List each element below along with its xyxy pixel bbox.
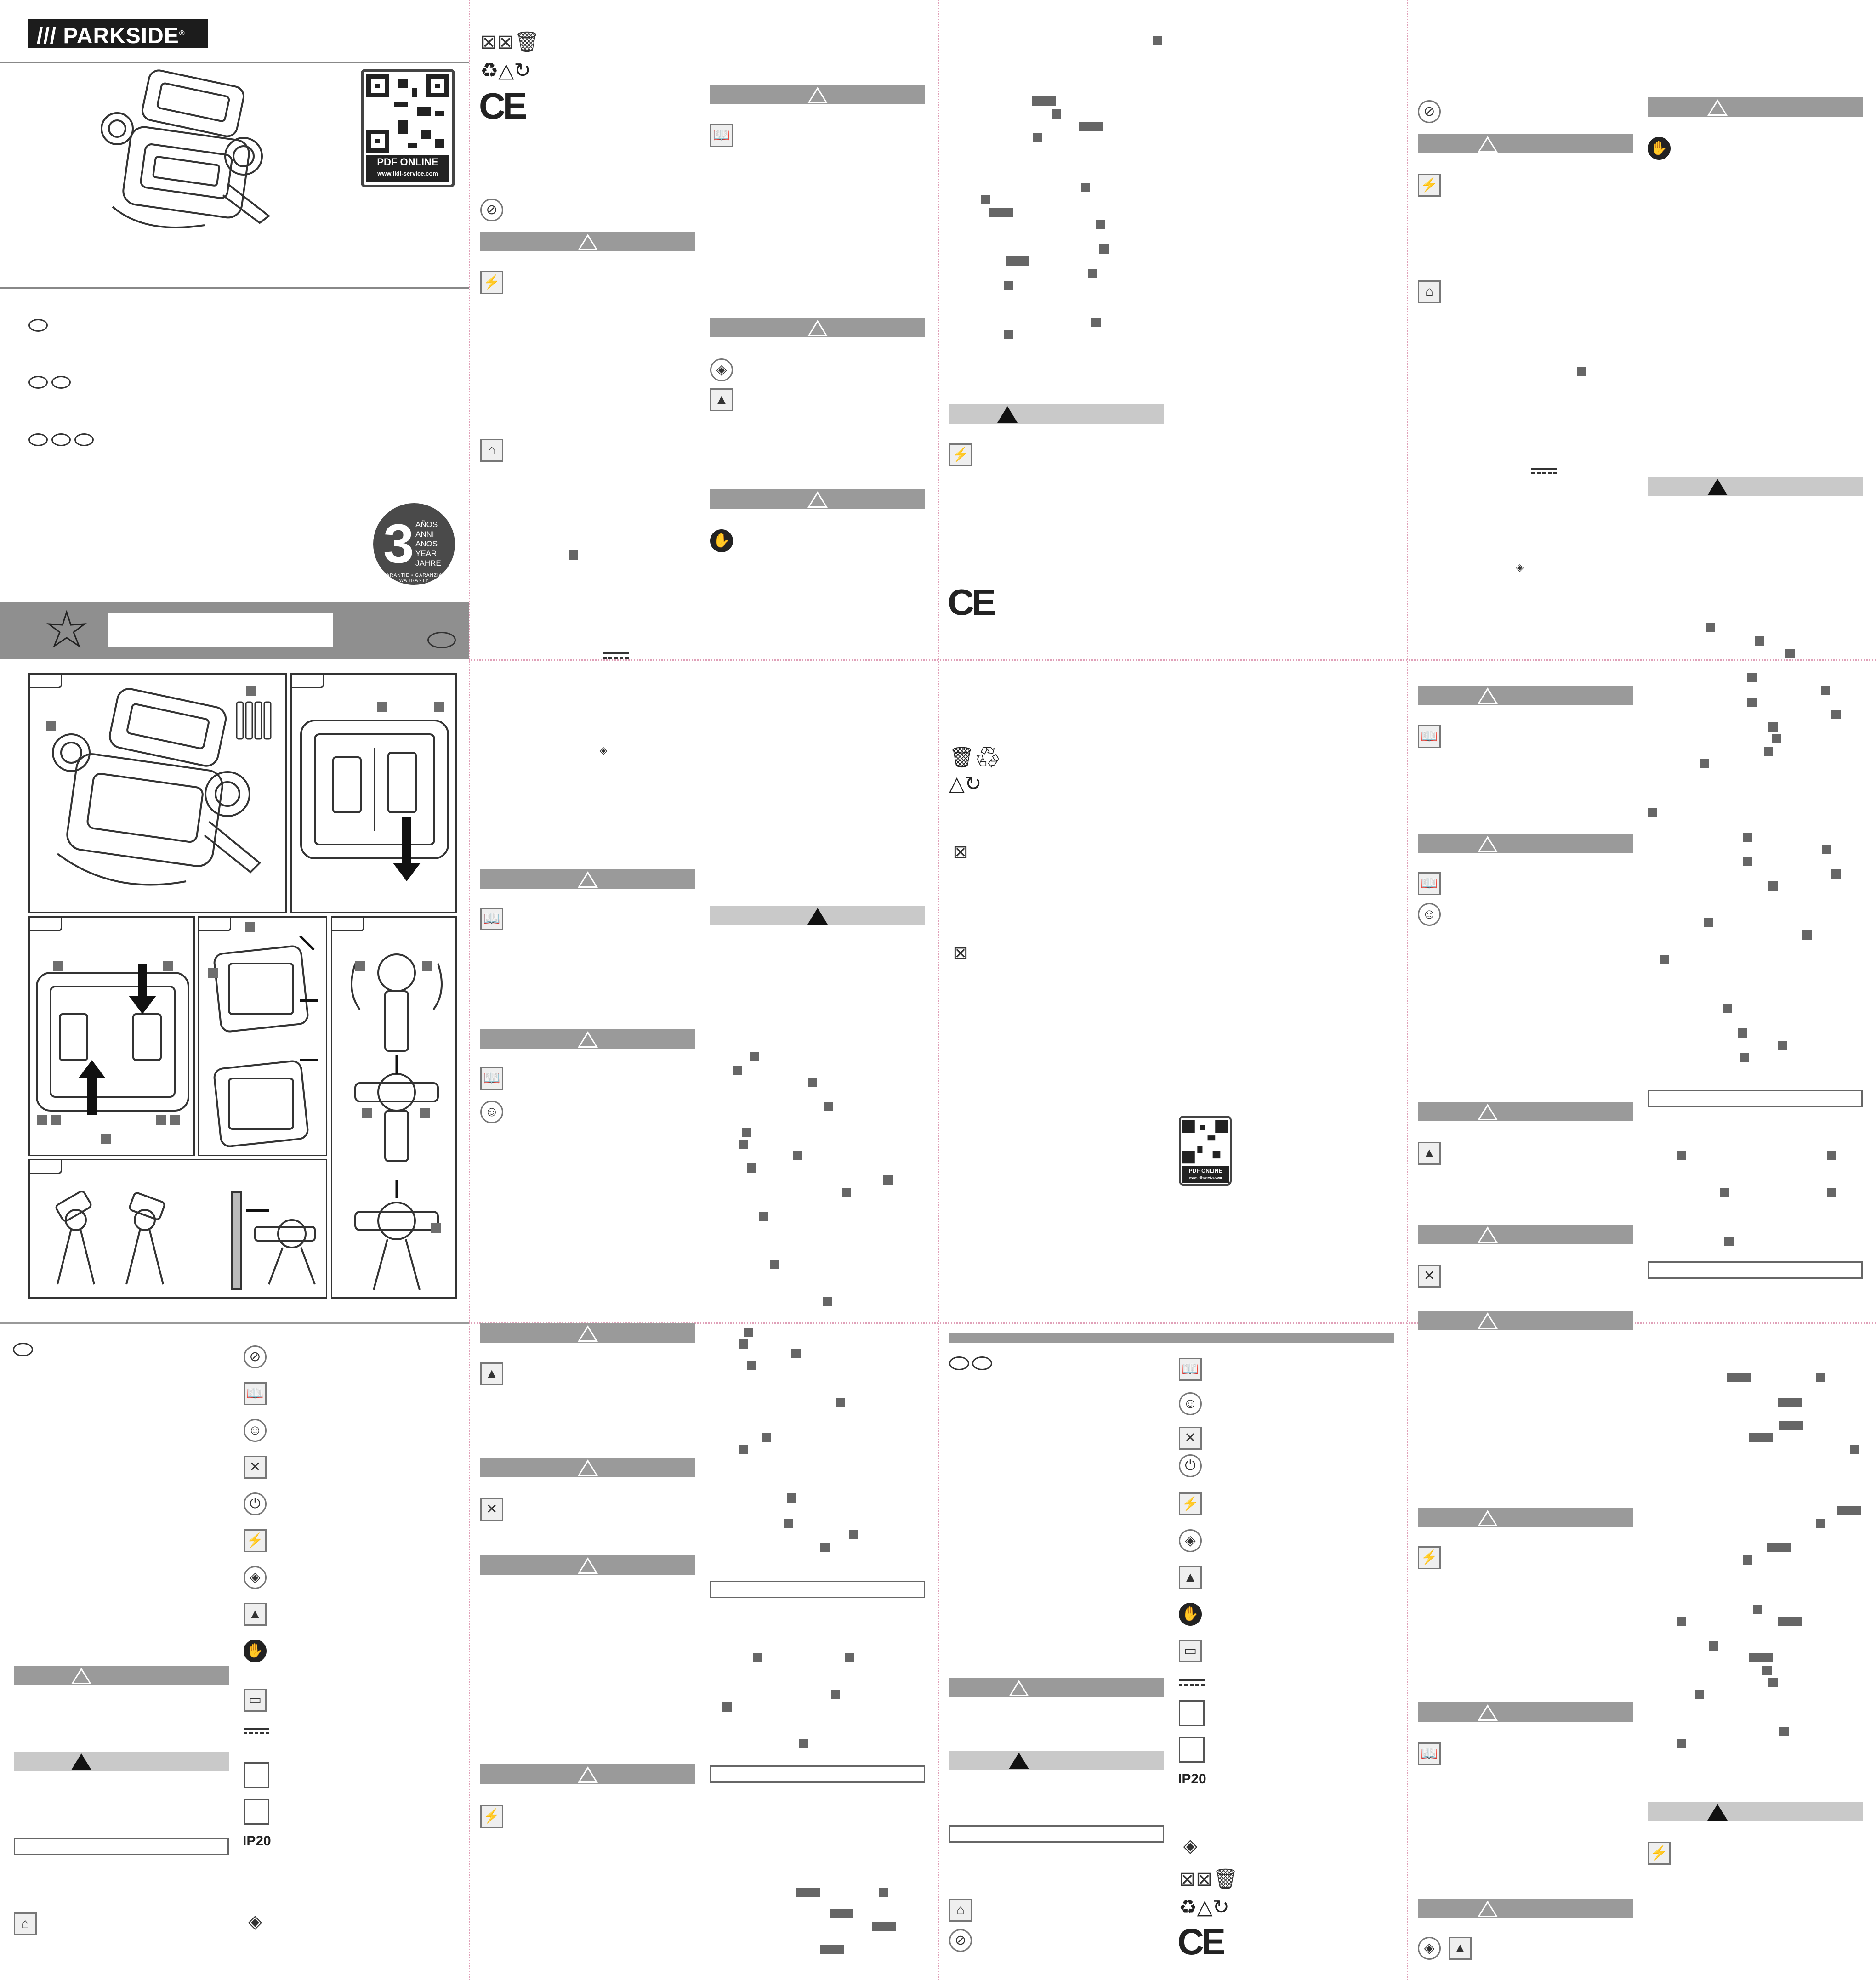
text-placeholder-marker — [1802, 930, 1812, 940]
hand-protection-icon: ✋ — [1648, 137, 1671, 160]
text-placeholder-marker — [1743, 1555, 1752, 1565]
note-box — [14, 1838, 229, 1855]
recycling-icon: △↻ — [949, 772, 982, 795]
no-crossed-tool-icon: ✕ — [1179, 1427, 1202, 1450]
text-placeholder-marker — [872, 1922, 896, 1931]
panel-separator — [469, 0, 470, 1980]
text-placeholder-marker — [1831, 710, 1841, 719]
note-box — [949, 1825, 1164, 1843]
text-placeholder-marker — [831, 1690, 840, 1699]
text-placeholder-marker — [750, 1052, 759, 1061]
house-indoor-icon: ⌂ — [480, 439, 503, 462]
fire-hazard-icon: ◈ — [1179, 1529, 1202, 1552]
recycling-icon: ♻△↻ — [480, 59, 531, 82]
qr-caption — [1182, 1166, 1229, 1183]
read-manual-icon: 📖 — [1418, 1742, 1441, 1765]
direct-current-icon — [1179, 1679, 1205, 1687]
text-placeholder-marker — [1052, 109, 1061, 119]
language-code-oval — [51, 433, 71, 446]
text-placeholder-marker — [1762, 1666, 1772, 1675]
ce-mark-icon: CE — [948, 582, 994, 623]
star-burst-icon — [46, 610, 87, 652]
warning-header-bar — [1418, 134, 1633, 153]
callout-marker — [422, 961, 432, 971]
recycling-icon: ♻△↻ — [1179, 1896, 1230, 1918]
qr-code-pdf-online[interactable] — [1179, 1116, 1232, 1186]
text-placeholder-marker — [849, 1530, 858, 1539]
callout-marker — [51, 1115, 61, 1125]
no-mobile-icon: ⊘ — [949, 1929, 972, 1952]
figure-label — [292, 675, 324, 688]
registered-mark: ® — [179, 29, 185, 37]
fire-hazard-icon: ◈ — [1418, 1937, 1441, 1960]
text-placeholder-marker — [1749, 1433, 1773, 1442]
callout-marker — [434, 702, 444, 712]
text-placeholder-marker — [791, 1349, 801, 1358]
warranty-year-label: YEAR — [415, 549, 437, 558]
ce-mark-icon: CE — [1177, 1921, 1223, 1962]
text-placeholder-marker — [1827, 1188, 1836, 1197]
warning-header-bar — [1418, 1508, 1633, 1527]
language-code-oval — [972, 1356, 992, 1370]
house-indoor-icon: ⌂ — [14, 1912, 37, 1935]
text-placeholder-marker — [1821, 686, 1830, 695]
panel-separator — [469, 659, 1876, 661]
protection-class-iii-icon: ◈ — [1516, 562, 1524, 573]
text-placeholder-marker — [1700, 759, 1709, 768]
warning-header-bar — [949, 1678, 1164, 1697]
text-placeholder-marker — [1677, 1617, 1686, 1626]
protection-class-iii-icon: ◈ — [599, 744, 608, 756]
no-mobile-icon: ⊘ — [1418, 100, 1441, 123]
text-placeholder-marker — [1724, 1237, 1734, 1246]
qr-pattern-icon — [1182, 1119, 1228, 1165]
logo-text: /// PARKSIDE — [37, 24, 179, 48]
recycling-icon: 🗑♻ — [949, 746, 1001, 769]
danger-header-bar — [949, 404, 1164, 424]
danger-header-bar — [1648, 477, 1863, 496]
battery-icon: ▭ — [1179, 1640, 1202, 1662]
callout-marker — [362, 1108, 372, 1118]
text-placeholder-marker — [981, 195, 990, 204]
callout-marker — [420, 1108, 430, 1118]
text-placeholder-marker — [830, 1909, 853, 1918]
hand-protection-icon: ✋ — [710, 529, 733, 552]
panel-separator — [938, 0, 939, 1980]
text-placeholder-marker — [1096, 220, 1105, 229]
text-placeholder-marker — [1577, 367, 1586, 376]
text-placeholder-marker — [1778, 1041, 1787, 1050]
text-placeholder-marker — [1723, 1004, 1732, 1013]
text-placeholder-marker — [569, 550, 578, 560]
text-placeholder-marker — [1743, 833, 1752, 842]
text-placeholder-marker — [1816, 1519, 1825, 1528]
text-placeholder-marker — [1720, 1188, 1729, 1197]
text-placeholder-marker — [1740, 1053, 1749, 1062]
child-warning-icon: ☺ — [480, 1101, 503, 1123]
hand-protection-icon: ✋ — [244, 1640, 267, 1662]
read-manual-icon: 📖 — [710, 124, 733, 147]
work-light-overview-illustration — [39, 684, 278, 904]
electric-hazard-icon: ⚡ — [244, 1529, 267, 1552]
child-warning-icon: ☺ — [1179, 1392, 1202, 1415]
explosion-hazard-icon: ▲ — [1179, 1566, 1202, 1589]
hand-protection-icon: ✋ — [1179, 1603, 1202, 1626]
text-placeholder-marker — [1153, 36, 1162, 45]
no-crossed-tool-icon: ✕ — [244, 1456, 267, 1479]
electric-hazard-icon: ⚡ — [1179, 1492, 1202, 1515]
warning-header-bar — [1418, 1102, 1633, 1121]
explosion-hazard-icon: ▲ — [1418, 1142, 1441, 1165]
warranty-years-number: 3 — [383, 513, 414, 574]
text-placeholder-marker — [1768, 881, 1778, 891]
text-placeholder-marker — [759, 1212, 768, 1221]
electric-hazard-icon: ⚡ — [949, 443, 972, 466]
callout-marker — [156, 1115, 166, 1125]
warning-header-bar — [480, 1029, 695, 1049]
callout-marker — [53, 961, 63, 971]
callout-marker — [246, 686, 256, 696]
danger-header-bar — [1648, 1802, 1863, 1821]
read-manual-icon: 📖 — [480, 908, 503, 930]
text-placeholder-marker — [1006, 256, 1029, 266]
stand-folding-illustration — [341, 936, 452, 1294]
figure-label — [30, 1160, 62, 1174]
text-placeholder-marker — [1081, 183, 1090, 192]
text-placeholder-marker — [1753, 1605, 1762, 1614]
language-code-oval — [28, 319, 48, 332]
text-placeholder-marker — [1032, 96, 1056, 106]
direct-current-icon — [1531, 468, 1557, 475]
protection-class-iii-icon: ◈ — [248, 1912, 262, 1932]
callout-marker — [245, 922, 255, 932]
callout-marker — [208, 968, 218, 978]
explosion-hazard-icon: ▲ — [244, 1603, 267, 1626]
cover-removal-illustration — [208, 931, 323, 1152]
text-placeholder-marker — [824, 1102, 833, 1111]
warning-header-bar — [710, 85, 925, 104]
direct-current-icon — [244, 1728, 269, 1735]
callout-marker — [101, 1134, 111, 1144]
text-placeholder-marker — [1099, 244, 1109, 254]
text-placeholder-marker — [1743, 857, 1752, 866]
figure-b — [290, 673, 457, 913]
danger-header-bar — [949, 1751, 1164, 1770]
text-placeholder-marker — [1709, 1641, 1718, 1651]
figure-c — [28, 916, 195, 1156]
text-placeholder-marker — [820, 1945, 844, 1954]
work-light-illustration — [90, 69, 283, 248]
fire-hazard-icon: ◈ — [244, 1566, 267, 1589]
warning-header-bar — [14, 1666, 229, 1685]
cover-footer-bar — [0, 602, 469, 659]
divider — [0, 62, 469, 63]
qr-caption-url: www.lidl-service.com — [377, 170, 438, 177]
warranty-year-label: JAHRE — [415, 559, 441, 567]
warranty-year-label: ANOS — [415, 539, 438, 548]
text-placeholder-marker — [1660, 955, 1669, 964]
callout-marker — [46, 721, 56, 731]
text-placeholder-marker — [1816, 1373, 1825, 1382]
warranty-badge — [373, 503, 455, 585]
callout-marker — [431, 1223, 441, 1233]
text-placeholder-marker — [1706, 623, 1715, 632]
text-placeholder-marker — [762, 1433, 771, 1442]
language-code-oval — [949, 1356, 969, 1370]
ip-rating-label: IP20 — [243, 1833, 271, 1849]
warning-header-bar — [1418, 1311, 1633, 1330]
text-placeholder-marker — [836, 1398, 845, 1407]
text-placeholder-marker — [1677, 1739, 1686, 1748]
electric-hazard-icon: ⚡ — [1418, 1546, 1441, 1569]
note-box — [710, 1765, 925, 1783]
qr-caption — [366, 155, 449, 182]
text-placeholder-marker — [784, 1519, 793, 1528]
warranty-ring-text: GARANTIE • GARANZIA • WARRANTY — [382, 573, 446, 583]
fire-hazard-icon: ◈ — [710, 358, 733, 381]
weee-bin-icon: ⊠ — [953, 842, 968, 862]
no-mobile-icon: ⊘ — [480, 199, 503, 221]
weee-bin-icon: ⊠⊠🗑 — [480, 31, 540, 53]
warning-header-bar — [1418, 686, 1633, 705]
text-placeholder-marker — [1755, 636, 1764, 646]
text-placeholder-marker — [796, 1888, 820, 1897]
text-placeholder-marker — [1738, 1028, 1747, 1038]
battery-icon: ▭ — [244, 1689, 267, 1712]
qr-caption-title: PDF ONLINE — [377, 156, 438, 168]
divider — [0, 287, 469, 289]
explosion-hazard-icon: ▲ — [710, 388, 733, 411]
blank-symbol-box — [1179, 1737, 1205, 1763]
note-box — [710, 1581, 925, 1598]
note-box — [1648, 1261, 1863, 1279]
text-placeholder-marker — [1767, 1543, 1791, 1552]
section-header-bar — [949, 1333, 1394, 1343]
text-placeholder-marker — [1695, 1690, 1704, 1699]
language-code-oval — [74, 433, 94, 446]
text-placeholder-marker — [747, 1163, 756, 1173]
text-placeholder-marker — [1033, 133, 1042, 142]
text-placeholder-marker — [799, 1739, 808, 1748]
weee-bin-icon: ⊠ — [953, 943, 968, 963]
language-code-oval — [28, 376, 48, 389]
callout-marker — [37, 1115, 47, 1125]
text-placeholder-marker — [770, 1260, 779, 1269]
ip-rating-label: IP20 — [1178, 1771, 1206, 1787]
warning-header-bar — [480, 1555, 695, 1575]
language-code-oval — [51, 376, 71, 389]
warning-header-bar — [480, 1323, 695, 1343]
text-placeholder-marker — [845, 1653, 854, 1662]
warning-header-bar — [480, 1764, 695, 1784]
house-indoor-icon: ⌂ — [1418, 280, 1441, 303]
warranty-year-label: AÑOS — [415, 520, 438, 529]
read-manual-icon: 📖 — [244, 1382, 267, 1405]
weee-bin-icon: ⊠⊠🗑 — [1179, 1868, 1239, 1890]
text-placeholder-marker — [1778, 1617, 1802, 1626]
mounting-positions-illustration — [44, 1183, 319, 1294]
text-placeholder-marker — [742, 1128, 751, 1137]
text-placeholder-marker — [1850, 1445, 1859, 1454]
text-placeholder-marker — [1779, 1727, 1789, 1736]
text-placeholder-marker — [842, 1188, 851, 1197]
figure-f — [28, 1159, 327, 1299]
child-warning-icon: ☺ — [1418, 903, 1441, 926]
warning-header-bar — [1418, 1899, 1633, 1918]
figure-label — [30, 918, 62, 931]
language-code-oval — [28, 433, 48, 446]
panel-separator — [1407, 0, 1408, 1980]
text-placeholder-marker — [1768, 722, 1778, 732]
text-placeholder-marker — [1677, 1151, 1686, 1160]
read-manual-icon: 📖 — [1418, 725, 1441, 748]
text-placeholder-marker — [879, 1888, 888, 1897]
power-icon: ⏻ — [1179, 1454, 1202, 1477]
text-placeholder-marker — [1822, 845, 1831, 854]
panel-separator — [0, 1322, 469, 1324]
warning-header-bar — [1418, 1225, 1633, 1244]
text-placeholder-marker — [1772, 734, 1781, 743]
text-placeholder-marker — [989, 208, 1013, 217]
warranty-years-list — [415, 520, 441, 568]
text-placeholder-marker — [1837, 1506, 1861, 1515]
language-code-oval — [427, 632, 456, 648]
callout-marker — [163, 961, 173, 971]
figure-e — [331, 916, 457, 1299]
figure-label — [332, 918, 364, 931]
qr-caption-title: PDF ONLINE — [1188, 1168, 1222, 1174]
parkside-logo — [28, 19, 208, 48]
qr-caption-url: www.lidl-service.com — [1189, 1176, 1222, 1180]
text-placeholder-marker — [1091, 318, 1101, 327]
warning-header-bar — [710, 489, 925, 509]
callout-marker — [170, 1115, 180, 1125]
text-placeholder-marker — [1079, 122, 1103, 131]
product-id-box — [108, 613, 333, 647]
text-placeholder-marker — [739, 1140, 748, 1149]
warning-header-bar — [480, 869, 695, 889]
child-warning-icon: ☺ — [244, 1419, 267, 1442]
text-placeholder-marker — [1704, 918, 1713, 927]
text-placeholder-marker — [1778, 1398, 1802, 1407]
text-placeholder-marker — [747, 1361, 756, 1370]
callout-marker — [355, 961, 365, 971]
electric-hazard-icon: ⚡ — [1418, 174, 1441, 197]
text-placeholder-marker — [1831, 869, 1841, 879]
callout-marker — [377, 702, 387, 712]
text-placeholder-marker — [808, 1078, 817, 1087]
warning-header-bar — [1648, 97, 1863, 117]
warning-header-bar — [480, 232, 695, 251]
text-placeholder-marker — [823, 1297, 832, 1306]
figure-a — [28, 673, 287, 913]
text-placeholder-marker — [883, 1175, 893, 1185]
text-placeholder-marker — [1749, 1653, 1773, 1662]
danger-header-bar — [14, 1752, 229, 1771]
protection-class-iii-icon: ◈ — [1183, 1836, 1198, 1856]
explosion-hazard-icon: ▲ — [480, 1362, 503, 1385]
ce-mark-icon: CE — [479, 85, 525, 126]
electric-hazard-icon: ⚡ — [480, 271, 503, 294]
text-placeholder-marker — [1827, 1151, 1836, 1160]
read-manual-icon: 📖 — [480, 1067, 503, 1090]
figure-label — [199, 918, 231, 931]
danger-header-bar — [710, 906, 925, 925]
text-placeholder-marker — [1088, 269, 1097, 278]
blank-symbol-box — [244, 1799, 269, 1825]
qr-pattern-icon — [366, 74, 449, 153]
warning-header-bar — [1418, 1702, 1633, 1722]
text-placeholder-marker — [739, 1339, 748, 1349]
electric-hazard-icon: ⚡ — [1648, 1842, 1671, 1865]
warning-header-bar — [1418, 834, 1633, 853]
battery-insertion-illustration — [32, 964, 193, 1138]
electric-hazard-icon: ⚡ — [480, 1805, 503, 1828]
qr-code-pdf-online[interactable] — [361, 69, 455, 187]
text-placeholder-marker — [1004, 330, 1013, 339]
text-placeholder-marker — [787, 1493, 796, 1503]
text-placeholder-marker — [1768, 1678, 1778, 1687]
text-placeholder-marker — [733, 1066, 742, 1075]
text-placeholder-marker — [1785, 649, 1795, 658]
no-mobile-icon: ⊘ — [244, 1345, 267, 1368]
battery-compartment-illustration — [296, 693, 453, 895]
note-box — [1648, 1090, 1863, 1107]
text-placeholder-marker — [1747, 698, 1757, 707]
text-placeholder-marker — [820, 1543, 830, 1552]
text-placeholder-marker — [744, 1328, 753, 1337]
house-indoor-icon: ⌂ — [949, 1899, 972, 1922]
explosion-hazard-icon: ▲ — [1449, 1937, 1472, 1960]
no-crossed-tool-icon: ✕ — [1418, 1265, 1441, 1288]
figure-d — [198, 916, 327, 1156]
text-placeholder-marker — [1727, 1373, 1751, 1382]
no-crossed-tool-icon: ✕ — [480, 1498, 503, 1521]
direct-current-icon — [603, 652, 629, 660]
language-code-oval — [13, 1343, 33, 1356]
read-manual-icon: 📖 — [1418, 872, 1441, 895]
read-manual-icon: 📖 — [1179, 1358, 1202, 1381]
text-placeholder-marker — [793, 1151, 802, 1160]
text-placeholder-marker — [1764, 747, 1773, 756]
blank-symbol-box — [1179, 1700, 1205, 1726]
text-placeholder-marker — [1004, 281, 1013, 290]
warning-header-bar — [480, 1458, 695, 1477]
text-placeholder-marker — [1648, 808, 1657, 817]
blank-symbol-box — [244, 1762, 269, 1788]
text-placeholder-marker — [753, 1653, 762, 1662]
text-placeholder-marker — [739, 1445, 748, 1454]
text-placeholder-marker — [1779, 1421, 1803, 1430]
power-icon: ⏻ — [244, 1492, 267, 1515]
warning-header-bar — [710, 318, 925, 337]
text-placeholder-marker — [1747, 673, 1757, 682]
text-placeholder-marker — [722, 1702, 732, 1712]
warranty-year-label: ANNI — [415, 530, 434, 539]
